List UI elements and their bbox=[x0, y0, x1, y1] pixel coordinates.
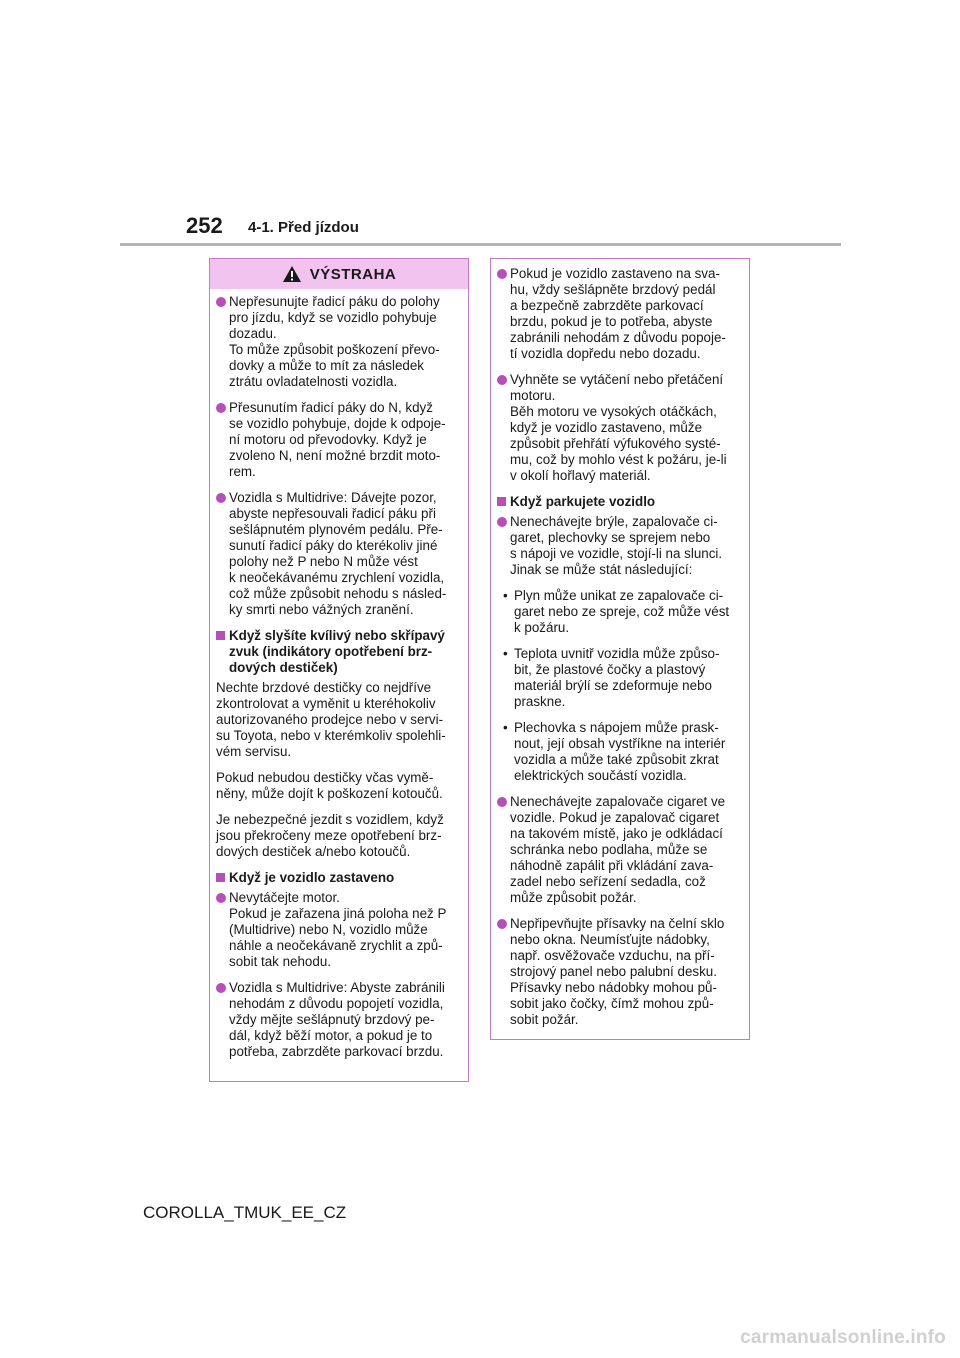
text-line: zkontrolovat a vyměnit u kteréhokoliv bbox=[216, 696, 436, 711]
text-line: sunutí řadicí páky do kterékoliv jiné bbox=[229, 538, 438, 553]
text-line: vždy mějte sešlápnutý brzdový pe- bbox=[229, 1012, 435, 1027]
warning-heading: VÝSTRAHA bbox=[309, 265, 397, 283]
text-line: brzdu, pokud je to potřeba, abyste bbox=[510, 314, 713, 329]
text-line: Když je vozidlo zastaveno bbox=[229, 870, 395, 885]
text-line: Přísavky nebo nádobky mohou pů- bbox=[510, 980, 717, 995]
text-line: dových destiček) bbox=[229, 660, 338, 675]
text-line: způsobit přehřátí výfukového systé- bbox=[510, 436, 721, 451]
text-line: nehodám z důvodu popojetí vozidla, bbox=[229, 996, 444, 1011]
sub-bullet-icon: • bbox=[503, 588, 508, 603]
paragraph bbox=[216, 680, 463, 760]
watermark: carmanualsonline.info bbox=[740, 1327, 946, 1348]
warning-header bbox=[210, 259, 468, 289]
text-line: schránka nebo podlaha, může se bbox=[510, 842, 708, 857]
bullet-dot-icon bbox=[216, 297, 226, 307]
text-line: motoru. bbox=[510, 388, 556, 403]
text-line: To může způsobit poškození převo- bbox=[229, 342, 440, 357]
text-line: vozidla a může také způsobit zkrat bbox=[514, 752, 719, 767]
text-line: Přesunutím řadicí páky do N, když bbox=[229, 400, 433, 415]
text-line: Pokud nebudou destičky včas vymě- bbox=[216, 770, 434, 785]
text-line: rem. bbox=[229, 464, 256, 479]
text-line: jsou překročeny meze opotřebení brz- bbox=[216, 828, 442, 843]
text-line: zvuk (indikátory opotřebení brz- bbox=[229, 644, 433, 659]
text-line: k požáru. bbox=[514, 620, 570, 635]
bullet-dot-icon bbox=[216, 893, 226, 903]
text-line: když je vozidlo zastaveno, může bbox=[510, 420, 703, 435]
text-line: ní motoru od převodovky. Když je bbox=[229, 432, 427, 447]
text-line: hu, vždy sešlápněte brzdový pedál bbox=[510, 282, 716, 297]
text-line: ztrátu ovladatelnosti vozidla. bbox=[229, 374, 398, 389]
sub-bullet-icon: • bbox=[503, 646, 508, 661]
text-line: dovky a může to mít za následek bbox=[229, 358, 425, 373]
bullet-dot-icon bbox=[497, 375, 507, 385]
text-line: a bezpečně zabrzděte parkovací bbox=[510, 298, 704, 313]
text-line: v okolí hořlavý materiál. bbox=[510, 468, 651, 483]
bullet-dot-icon bbox=[216, 403, 226, 413]
text-line: vozidle. Pokud je zapalovač cigaret bbox=[510, 810, 720, 825]
text-line: nout, její obsah vystříkne na interiér bbox=[514, 736, 726, 751]
bullet-dot-icon bbox=[497, 517, 507, 527]
text-line: praskne. bbox=[514, 694, 566, 709]
text-line: zvoleno N, není možné brzdit moto- bbox=[229, 448, 441, 463]
warning-box-right bbox=[490, 258, 750, 1040]
list-item bbox=[497, 916, 744, 1028]
list-item bbox=[216, 294, 463, 390]
bullet-dot-icon bbox=[497, 269, 507, 279]
bullet-dot-icon bbox=[216, 493, 226, 503]
bullet-dot-icon bbox=[497, 797, 507, 807]
text-line: něny, může dojít k poškození kotoučů. bbox=[216, 786, 443, 801]
text-line: Nechte brzdové destičky co nejdříve bbox=[216, 680, 432, 695]
sub-list-item bbox=[497, 646, 744, 710]
text-line: Nenechávejte brýle, zapalovače ci- bbox=[510, 514, 718, 529]
list-item bbox=[497, 266, 744, 362]
header-rule bbox=[120, 243, 841, 246]
text-line: potřeba, zabrzděte parkovací brzdu. bbox=[229, 1044, 444, 1059]
subheading bbox=[216, 870, 463, 886]
text-line: dál, když běží motor, a pokud je to bbox=[229, 1028, 433, 1043]
text-line: Vozidla s Multidrive: Dávejte pozor, bbox=[229, 490, 437, 505]
text-line: sešlápnutém plynovém pedálu. Pře- bbox=[229, 522, 443, 537]
bullet-dot-icon bbox=[216, 983, 226, 993]
text-line: (Multidrive) nebo N, vozidlo může bbox=[229, 922, 428, 937]
text-line: zabránili nehodám z důvodu popoje- bbox=[510, 330, 726, 345]
text-line: sobit požár. bbox=[510, 1012, 579, 1027]
document-code: COROLLA_TMUK_EE_CZ bbox=[143, 1203, 347, 1222]
text-line: materiál brýlí se zdeformuje nebo bbox=[514, 678, 712, 693]
text-line: su Toyota, nebo v kterémkoliv spolehli- bbox=[216, 728, 446, 743]
subheading bbox=[497, 494, 744, 510]
section-title: 4-1. Před jízdou bbox=[248, 219, 359, 236]
text-line: mu, což by mohlo vést k požáru, je-li bbox=[510, 452, 727, 467]
text-line: elektrických součástí vozidla. bbox=[514, 768, 687, 783]
text-line: k neočekávanému zrychlení vozidla, bbox=[229, 570, 445, 585]
text-line: garet, plechovky se sprejem nebo bbox=[510, 530, 711, 545]
text-line: Nevytáčejte motor. bbox=[229, 890, 340, 905]
sub-list-item bbox=[497, 588, 744, 636]
text-line: garet nebo ze spreje, což může vést bbox=[514, 604, 730, 619]
warning-content-right bbox=[491, 259, 749, 1028]
text-line: Plechovka s nápojem může prask- bbox=[514, 720, 719, 735]
warning-box-left bbox=[209, 258, 469, 1082]
list-item bbox=[216, 980, 463, 1060]
bullet-square-icon bbox=[216, 631, 225, 640]
text-line: ky smrti nebo vážných zranění. bbox=[229, 602, 414, 617]
text-line: strojový panel nebo palubní desku. bbox=[510, 964, 717, 979]
text-line: nebo okna. Neumísťujte nádobky, bbox=[510, 932, 710, 947]
text-line: se vozidlo pohybuje, dojde k odpoje- bbox=[229, 416, 446, 431]
bullet-square-icon bbox=[216, 873, 225, 882]
list-item bbox=[216, 490, 463, 618]
text-line: Nenechávejte zapalovače cigaret ve bbox=[510, 794, 726, 809]
text-line: Pokud je zařazena jiná poloha než P bbox=[229, 906, 447, 921]
text-line: Plyn může unikat ze zapalovače ci- bbox=[514, 588, 724, 603]
text-line: Když parkujete vozidlo bbox=[510, 494, 656, 509]
text-line: Jinak se může stát následující: bbox=[510, 562, 693, 577]
text-line: dových destiček a/nebo kotoučů. bbox=[216, 844, 411, 859]
list-item bbox=[497, 794, 744, 906]
text-line: Nepřesunujte řadicí páku do polohy bbox=[229, 294, 440, 309]
text-line: Vozidla s Multidrive: Abyste zabránili bbox=[229, 980, 445, 995]
text-line: polohy než P nebo N může vést bbox=[229, 554, 418, 569]
text-line: Běh motoru ve vysokých otáčkách, bbox=[510, 404, 717, 419]
text-line: Nepřipevňujte přísavky na čelní sklo bbox=[510, 916, 725, 931]
text-line: sobit tak nehodu. bbox=[229, 954, 331, 969]
text-line: např. osvěžovače vzduchu, na pří- bbox=[510, 948, 715, 963]
list-item bbox=[497, 372, 744, 484]
text-line: Když slyšíte kvílivý nebo skřípavý bbox=[229, 628, 445, 643]
list-item bbox=[216, 890, 463, 970]
paragraph bbox=[216, 770, 463, 802]
sub-list-item bbox=[497, 720, 744, 784]
text-line: s nápoji ve vozidle, stojí-li na slunci. bbox=[510, 546, 723, 561]
sub-bullet-icon: • bbox=[503, 720, 508, 735]
bullet-dot-icon bbox=[497, 919, 507, 929]
subheading bbox=[216, 628, 463, 676]
text-line: pro jízdu, když se vozidlo pohybuje bbox=[229, 310, 437, 325]
warning-triangle-icon bbox=[282, 265, 302, 283]
text-line: vém servisu. bbox=[216, 744, 292, 759]
text-line: náhle a neočekávaně zrychlit a způ- bbox=[229, 938, 443, 953]
warning-content-left bbox=[210, 289, 468, 1060]
page-number: 252 bbox=[186, 213, 223, 238]
bullet-square-icon bbox=[497, 497, 506, 506]
text-line: Je nebezpečné jezdit s vozidlem, když bbox=[216, 812, 444, 827]
text-line: sobit jako čočky, čímž mohou způ- bbox=[510, 996, 714, 1011]
text-line: Pokud je vozidlo zastaveno na sva- bbox=[510, 266, 720, 281]
text-line: autorizovaného prodejce nebo v servi- bbox=[216, 712, 444, 727]
text-line: Vyhněte se vytáčení nebo přetáčení bbox=[510, 372, 724, 387]
text-line: dozadu. bbox=[229, 326, 277, 341]
list-item bbox=[497, 514, 744, 578]
text-line: abyste nepřesouvali řadicí páku při bbox=[229, 506, 436, 521]
text-line: na takovém místě, jako je odkládací bbox=[510, 826, 723, 841]
text-line: zadel nebo seřízení sedadla, což bbox=[510, 874, 706, 889]
text-line: což může způsobit nehodu s násled- bbox=[229, 586, 447, 601]
text-line: Teplota uvnitř vozidla může způso- bbox=[514, 646, 720, 661]
paragraph bbox=[216, 812, 463, 860]
list-item bbox=[216, 400, 463, 480]
text-line: náhodně zapálit při vkládání zava- bbox=[510, 858, 714, 873]
text-line: bit, že plastové čočky a plastový bbox=[514, 662, 706, 677]
text-line: může způsobit požár. bbox=[510, 890, 637, 905]
text-line: tí vozidla dopředu nebo dozadu. bbox=[510, 346, 701, 361]
